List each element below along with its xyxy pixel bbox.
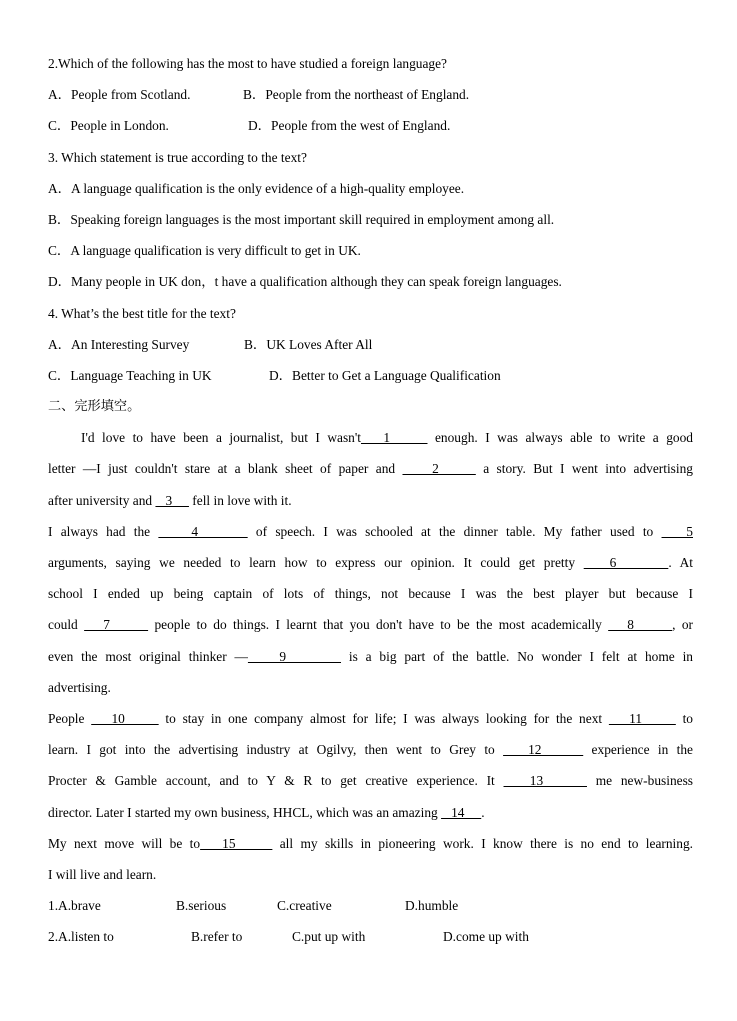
blank-15: 15: [200, 835, 273, 851]
blank-12: 12: [503, 742, 584, 758]
passage-text: I'd love to have been a journalist, but I wasn't: [81, 430, 361, 446]
question-4-option-c: C．Language Teaching in UK: [48, 367, 212, 383]
blank-2: 2: [402, 461, 476, 477]
passage-text: a story. But I went into advertising: [475, 461, 693, 477]
section-heading-cloze: 二、完形填空。: [48, 399, 141, 415]
passage-text: arguments, saying we needed to learn how to express our opinion. It could get pretty: [48, 555, 584, 570]
passage-text: even the most original thinker —: [48, 648, 248, 664]
cloze-1-option-d: D.humble: [405, 898, 459, 914]
question-4-option-d: D．Better to Get a Language Qualification: [269, 367, 501, 383]
passage-text: My next move will be to: [48, 835, 201, 851]
passage-text: after university and: [48, 492, 156, 508]
passage-line: school I ended up being captain of lots of things, not because I was the best player but because I: [48, 586, 693, 602]
passage-text: Procter & Gamble account, and to Y & R to get creative experience. It: [48, 773, 504, 789]
passage-text: to stay in one company almost for life; I was always looking for the next: [158, 710, 609, 726]
passage-text: experience in the: [583, 742, 694, 758]
passage-line: [48, 708, 693, 739]
question-3-option-b: B．Speaking foreign languages is the most important skill required in employment among all.: [48, 211, 555, 227]
passage-text: I always had the: [48, 523, 159, 539]
passage-line: [48, 552, 693, 583]
question-2-option-a: A．People from Scotland.: [48, 87, 191, 103]
blank-1: 1: [360, 430, 428, 446]
question-4-option-b: B．UK Loves After All: [244, 336, 373, 352]
passage-line: I will live and learn.: [48, 866, 157, 882]
question-2-option-c: C．People in London.: [48, 118, 169, 134]
blank-7: 7: [84, 617, 149, 633]
blank-3: 3: [155, 492, 189, 508]
question-2-option-d: D．People from the west of England.: [248, 118, 451, 134]
passage-line: [48, 802, 693, 833]
passage-line: [48, 458, 693, 489]
cloze-options-2: [48, 926, 693, 957]
passage-line: [48, 739, 693, 770]
blank-9: 9: [247, 648, 341, 664]
blank-10: 10: [91, 710, 159, 726]
passage-line: [48, 833, 693, 864]
passage-text: director. Later I started my own business, HHCL, which was an amazing: [48, 804, 442, 820]
cloze-2-option-c: C.put up with: [292, 929, 366, 945]
cloze-1-option-a: 1.A.brave: [48, 898, 101, 914]
question-4-option-a: A．An Interesting Survey: [48, 336, 190, 352]
passage-text: of speech. I was schooled at the dinner table. My father used to: [247, 523, 662, 539]
passage-text: me new-business: [586, 773, 694, 789]
blank-11: 11: [608, 710, 676, 726]
passage-text: to: [675, 710, 694, 726]
passage-line: [48, 427, 693, 458]
passage-text: fell in love with it.: [188, 492, 292, 508]
question-3-stem: 3. Which statement is true according to the text?: [48, 149, 307, 165]
question-3-option-d: D．Many people in UK don，t have a qualification although they can speak foreign languages.: [48, 274, 562, 290]
question-3-option-c: C．A language qualification is very difficult to get in UK.: [48, 243, 361, 259]
passage-line: [48, 614, 693, 645]
cloze-options-1: [48, 895, 693, 926]
question-4-options-row-2: [48, 365, 693, 396]
passage-line: [48, 521, 693, 552]
passage-text: enough. I was always able to write a good: [427, 430, 693, 446]
question-4-stem: 4. What’s the best title for the text?: [48, 305, 236, 321]
passage-text: .: [481, 804, 485, 820]
question-2-option-b: B．People from the northeast of England.: [243, 87, 470, 103]
passage-line: [48, 646, 693, 677]
passage-text: all my skills in pioneering work. I know there is no end to learning.: [272, 835, 694, 851]
question-2-options-row-2: [48, 115, 693, 146]
cloze-2-option-d: D.come up with: [443, 929, 529, 945]
blank-6: 6: [583, 555, 669, 570]
blank-8: 8: [608, 617, 673, 633]
passage-text: letter —I just couldn't stare at a blank sheet of paper and: [48, 461, 403, 477]
passage-text: is a big part of the battle. No wonder I felt at home in: [341, 648, 693, 664]
passage-line: advertising.: [48, 679, 111, 695]
passage-text: people to do things. I learnt that you don't have to be the most academically: [148, 617, 609, 633]
blank-13: 13: [503, 773, 587, 789]
cloze-2-option-a: 2.A.listen to: [48, 929, 114, 945]
passage-line: [48, 770, 693, 801]
passage-text: could: [48, 617, 85, 633]
passage-text: . At: [668, 555, 693, 570]
cloze-1-option-c: C.creative: [277, 898, 332, 914]
blank-5: 5: [661, 523, 693, 539]
cloze-2-option-b: B.refer to: [191, 929, 243, 945]
question-2-stem: 2.Which of the following has the most to have studied a foreign language?: [48, 56, 448, 71]
passage-text: learn. I got into the advertising industry at Ogilvy, then went to Grey to: [48, 742, 504, 758]
document-page: [48, 53, 693, 957]
blank-14: 14: [441, 804, 482, 820]
passage-text: People: [48, 710, 92, 726]
question-4-options-row-1: [48, 334, 693, 365]
passage-line: [48, 490, 693, 521]
question-2-options-row-1: [48, 84, 693, 115]
question-3-option-a: A．A language qualification is the only evidence of a high-quality employee.: [48, 180, 465, 196]
cloze-1-option-b: B.serious: [176, 898, 227, 914]
passage-text: , or: [672, 617, 694, 633]
blank-4: 4: [158, 523, 248, 539]
